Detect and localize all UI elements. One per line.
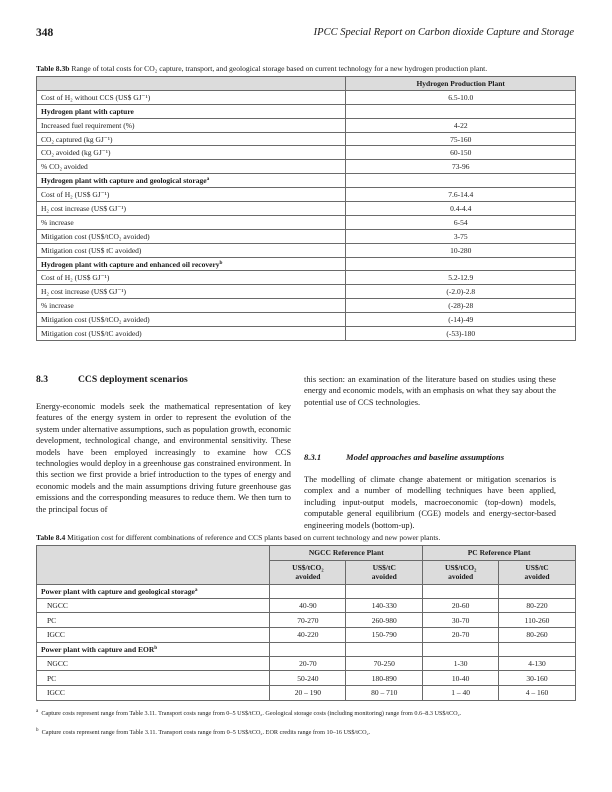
column-header: Hydrogen Production Plant	[346, 77, 576, 91]
cell: 110-260	[499, 613, 576, 628]
table-row	[37, 132, 576, 146]
row-label: % increase	[37, 215, 346, 229]
cell: 80-220	[499, 598, 576, 613]
cell: 140-330	[346, 598, 423, 613]
table-row	[37, 299, 576, 313]
unit-bottom: avoided	[524, 572, 550, 582]
table-row	[37, 613, 576, 628]
table-row	[37, 598, 576, 613]
unit-top: US$/tC	[525, 563, 549, 573]
row-label: Increased fuel requirement (%)	[37, 118, 346, 132]
footnote-mark: b	[36, 728, 39, 733]
cell: 4-130	[499, 656, 576, 671]
row-value: 75-160	[346, 132, 576, 146]
row-value: 73-96	[346, 160, 576, 174]
empty-cell	[423, 584, 499, 598]
empty-cell	[499, 584, 576, 598]
body-paragraph: The modelling of climate change abatement or mitigation scenarios is complex and a number of modelling techniques have been applied, including input-output models, macroeconomic (top-down) models, computable general equilibrium (CGE) models and energy-sector-based engineering models (bottom-up).	[304, 475, 556, 530]
row-value: 60-150	[346, 146, 576, 160]
row-label: CO₂ avoided (kg GJ⁻¹)	[37, 146, 346, 160]
empty-cell	[270, 642, 346, 656]
row-value: 7.6-14.4	[346, 188, 576, 202]
unit-header	[270, 560, 346, 584]
unit-top: US$/tCO₂	[444, 563, 477, 573]
table-row	[37, 686, 576, 701]
table-group-header-row	[37, 546, 576, 561]
cell: 20-70	[423, 628, 499, 643]
table-section-row	[37, 104, 576, 118]
row-label: H₂ cost increase (US$ GJ⁻¹)	[37, 285, 346, 299]
row-label: IGCC	[37, 628, 270, 643]
row-value: 6.5-10.0	[346, 90, 576, 104]
section-label-cell	[37, 257, 346, 271]
table-row	[37, 243, 576, 257]
empty-cell	[346, 257, 576, 271]
section-label: Power plant with capture and geological storage	[41, 586, 195, 596]
footnote-mark: b	[219, 259, 223, 266]
section-heading	[36, 374, 188, 385]
table-8-4	[36, 545, 576, 701]
cell: 30-160	[499, 671, 576, 686]
cell: 20-60	[423, 598, 499, 613]
unit-bottom: avoided	[295, 572, 321, 582]
table-row	[37, 271, 576, 285]
cell: 40-220	[270, 628, 346, 643]
table-row	[37, 90, 576, 104]
row-value: (-2.0)-2.8	[346, 285, 576, 299]
cell: 70-270	[270, 613, 346, 628]
table-row	[37, 656, 576, 671]
footnote-mark: a	[194, 586, 198, 593]
row-value: 3-75	[346, 229, 576, 243]
cell: 70-250	[346, 656, 423, 671]
subsection-number: 8.3.1	[304, 452, 322, 462]
footnote-mark: a	[206, 176, 210, 183]
section-number: 8.3	[36, 374, 48, 385]
row-label: % increase	[37, 299, 346, 313]
footnote-text: Capture costs represent range from Table 3.11. Transport costs range from 0–5 US$/tCO₂. EOR credits range from 10–16 US$/tCO₂.	[41, 729, 371, 736]
row-label: Mitigation cost (US$ tC avoided)	[37, 243, 346, 257]
row-value: 5.2-12.9	[346, 271, 576, 285]
table-caption-text: Range of total costs for CO₂ capture, transport, and geological storage based on current technology for a new hydrogen production plant.	[71, 64, 488, 73]
row-value: (-14)-49	[346, 313, 576, 327]
row-label: NGCC	[37, 656, 270, 671]
table-row	[37, 327, 576, 341]
table-8-3b-caption	[36, 64, 487, 73]
row-label: % CO₂ avoided	[37, 160, 346, 174]
empty-cell	[499, 642, 576, 656]
table-row	[37, 188, 576, 202]
row-label: PC	[37, 671, 270, 686]
footnote-text: Capture costs represent range from Table 3.11. Transport costs range from 0–5 US$/tCO₂. Geological storage costs (including monitoring) range from 0.6–8.3 US$/tCO₂.	[41, 710, 462, 717]
table-section-row	[37, 642, 576, 656]
empty-cell	[423, 642, 499, 656]
cell: 50-240	[270, 671, 346, 686]
footnote-mark: a	[36, 709, 39, 714]
table-caption-text: Mitigation cost for different combinations of reference and CCS plants based on current technology and new power plants.	[67, 533, 441, 542]
table-row	[37, 313, 576, 327]
cell: 150-790	[346, 628, 423, 643]
row-label: Cost of H₂ without CCS (US$ GJ⁻¹)	[37, 90, 346, 104]
empty-cell	[270, 584, 346, 598]
body-paragraph: Energy-economic models seek the mathematical representation of key features of the energy system in order to represent the evolution of the system under alternative assumptions, such as population growth, economic development, technological change, and environmental sensitivity. These models have been employed increasingly to examine how CCS technologies would deploy in a greenhouse gas constrained environment. In this section we first provide a brief introduction to the types of energy and economic models and the main assumptions driving future greenhouse gas emissions and the corresponding measures to reduce them. We then turn to the principal focus of	[36, 402, 291, 514]
row-value: 0.4-4.4	[346, 202, 576, 216]
cell: 1 – 40	[423, 686, 499, 701]
row-value: 10-280	[346, 243, 576, 257]
section-label-cell	[37, 174, 346, 188]
table-label: Table 8.4	[36, 533, 66, 542]
group-header-pc: PC Reference Plant	[423, 546, 576, 561]
row-label: H₂ cost increase (US$ GJ⁻¹)	[37, 202, 346, 216]
footnote-b	[36, 729, 576, 737]
unit-top: US$/tCO₂	[292, 563, 324, 573]
header-blank-cell	[37, 546, 270, 585]
section-label: Hydrogen plant with capture and enhanced oil recovery	[41, 259, 220, 269]
empty-cell	[346, 584, 423, 598]
cell: 80 – 710	[346, 686, 423, 701]
table-row	[37, 215, 576, 229]
row-label: Mitigation cost (US$/tC avoided)	[37, 327, 346, 341]
unit-header	[499, 560, 576, 584]
row-label: IGCC	[37, 686, 270, 701]
unit-header	[346, 560, 423, 584]
row-value: 4-22	[346, 118, 576, 132]
section-label: Hydrogen plant with capture and geological storage	[41, 176, 207, 186]
table-8-3b	[36, 76, 576, 341]
table-row	[37, 160, 576, 174]
row-label: CO₂ captured (kg GJ⁻¹)	[37, 132, 346, 146]
section-label: Hydrogen plant with capture	[37, 104, 346, 118]
cell: 4 – 160	[499, 686, 576, 701]
section-label-cell	[37, 584, 270, 598]
subsection-heading	[304, 452, 504, 462]
footnote-mark: b	[154, 644, 158, 651]
row-label: PC	[37, 613, 270, 628]
table-row	[37, 628, 576, 643]
cell: 20 – 190	[270, 686, 346, 701]
table-label: Table 8.3b	[36, 64, 70, 73]
table-row	[37, 285, 576, 299]
empty-cell	[346, 642, 423, 656]
row-value: (-28)-28	[346, 299, 576, 313]
row-value: 6-54	[346, 215, 576, 229]
body-paragraph-continued: this section: an examination of the literature based on studies using these energy and economic models, with an emphasis on what they say about the potential use of CCS technologies.	[304, 375, 556, 407]
row-label: Mitigation cost (US$/tCO₂ avoided)	[37, 229, 346, 243]
table-row	[37, 118, 576, 132]
row-label: NGCC	[37, 598, 270, 613]
cell: 30-70	[423, 613, 499, 628]
unit-header	[423, 560, 499, 584]
cell: 180-890	[346, 671, 423, 686]
subsection-title: Model approaches and baseline assumptions	[346, 452, 505, 462]
group-header-ngcc: NGCC Reference Plant	[270, 546, 423, 561]
row-label: Cost of H₂ (US$ GJ⁻¹)	[37, 188, 346, 202]
cell: 1-30	[423, 656, 499, 671]
empty-cell	[346, 104, 576, 118]
running-title: IPCC Special Report on Carbon dioxide Capture and Storage	[313, 27, 574, 38]
cell: 10-40	[423, 671, 499, 686]
table-section-row	[37, 584, 576, 598]
section-title: CCS deployment scenarios	[78, 374, 188, 385]
unit-bottom: avoided	[448, 572, 474, 582]
table-header-row	[37, 77, 576, 91]
table-section-row	[37, 174, 576, 188]
table-row	[37, 202, 576, 216]
row-label: Mitigation cost (US$/tCO₂ avoided)	[37, 313, 346, 327]
unit-bottom: avoided	[371, 572, 397, 582]
header-blank-cell	[37, 77, 346, 91]
table-row	[37, 229, 576, 243]
cell: 260-980	[346, 613, 423, 628]
row-label: Cost of H₂ (US$ GJ⁻¹)	[37, 271, 346, 285]
unit-top: US$/tC	[372, 563, 396, 573]
cell: 20-70	[270, 656, 346, 671]
table-8-4-caption	[36, 533, 440, 542]
row-value: (-53)-180	[346, 327, 576, 341]
section-label-cell	[37, 642, 270, 656]
empty-cell	[346, 174, 576, 188]
footnote-a	[36, 710, 576, 718]
section-label: Power plant with capture and EOR	[41, 644, 155, 654]
cell: 80-260	[499, 628, 576, 643]
page-number: 348	[36, 27, 54, 39]
table-section-row	[37, 257, 576, 271]
cell: 40-90	[270, 598, 346, 613]
table-row	[37, 146, 576, 160]
table-row	[37, 671, 576, 686]
